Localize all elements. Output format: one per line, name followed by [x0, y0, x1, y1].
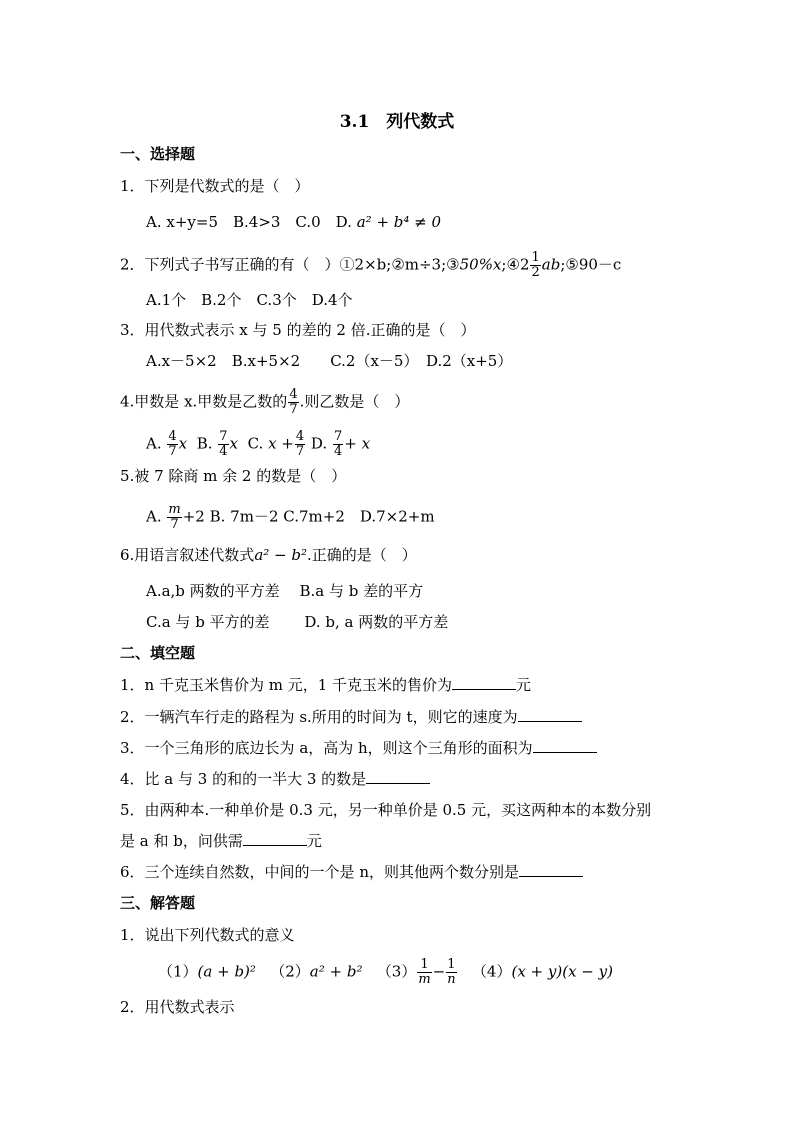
stem-text: .则乙数是（ ）	[299, 392, 410, 411]
math-expression: (x + y)(x − y)	[511, 962, 613, 981]
fraction	[295, 430, 305, 459]
question-text: 4．比 a 与 3 的和的一半大 3 的数是	[120, 770, 367, 788]
question-1-5-stem: 5.被 7 除商 m 余 2 的数是（ ）	[120, 467, 347, 485]
question-text: 是 a 和 b，问供需	[120, 832, 243, 850]
question-1-2-options: A.1个 B.2个 C.3个 D.4个	[146, 291, 353, 309]
stem-text: ;④	[501, 255, 520, 274]
mixed-number-whole: 2	[519, 255, 530, 274]
fraction	[333, 430, 343, 459]
stem-text: .正确的是（ ）	[307, 546, 417, 564]
question-3-1-expressions	[158, 958, 613, 987]
question-2-6	[120, 862, 583, 882]
numerator: 4	[289, 387, 298, 402]
question-2-1	[120, 675, 531, 695]
math-expression: 50%x	[459, 255, 502, 274]
math-expression: a² + b⁴ ≠ 0	[356, 213, 442, 231]
stem-text: ;⑤90－c	[560, 255, 622, 274]
question-text: 元	[516, 676, 532, 694]
question-1-1-stem: 1．下列是代数式的是（ ）	[120, 177, 310, 195]
question-2-5-line-1: 5．由两种本.一种单价是 0.3 元，另一种单价是 0.5 元，买这两种本的本数分别	[120, 801, 652, 819]
answer-blank	[519, 862, 583, 877]
question-1-4-stem	[120, 388, 409, 417]
section-heading-answer: 三、解答题	[120, 894, 196, 912]
numerator: 4	[168, 429, 177, 444]
answer-blank	[243, 831, 307, 846]
option-label: B.	[196, 434, 213, 453]
option-text: B. 7m－2	[209, 507, 279, 526]
question-text: 1．n 千克玉米售价为 m 元，1 千克玉米的售价为	[120, 676, 453, 694]
fraction	[167, 503, 181, 532]
question-3-2-stem: 2．用代数式表示	[120, 998, 235, 1016]
numerator: m	[168, 502, 181, 517]
item-label: （1）	[158, 962, 198, 981]
page-title: 3.1 列代数式	[339, 112, 455, 132]
options-text: A. x+y=5 B.4>3 C.0 D.	[146, 213, 352, 231]
numerator: 1	[531, 250, 540, 265]
math-expression: + x	[344, 434, 371, 453]
denominator: 4	[333, 444, 343, 459]
numerator: 1	[417, 958, 431, 973]
math-expression: ab	[541, 255, 561, 274]
question-1-4-options	[146, 430, 370, 459]
question-text: 6．三个连续自然数，中间的一个是 n，则其他两个数分别是	[120, 863, 519, 881]
question-1-3-options: A.x－5×2 B.x+5×2 C.2（x－5） D.2（x+5）	[146, 352, 513, 370]
section-heading-fill: 二、填空题	[120, 644, 196, 662]
stem-text: 6.用语言叙述代数式	[120, 546, 255, 564]
numerator: 7	[219, 429, 228, 444]
variable: x	[229, 434, 239, 453]
item-label: （2）	[270, 962, 310, 981]
math-expression: a² + b²	[309, 962, 363, 981]
question-text: 2．一辆汽车行走的路程为 s.所用的时间为 t，则它的速度为	[120, 708, 518, 726]
denominator: 7	[170, 517, 179, 532]
question-1-6-options-cd: C.a 与 b 平方的差 D. b, a 两数的平方差	[146, 613, 449, 631]
option-label: C.	[247, 434, 264, 453]
question-1-3-stem: 3．用代数式表示 x 与 5 的差的 2 倍.正确的是（ ）	[120, 321, 476, 339]
fraction	[218, 430, 228, 459]
option-text: C.7m+2 D.7×2+m	[283, 507, 435, 526]
denominator: 7	[295, 444, 305, 459]
minus-sign: −	[432, 962, 446, 981]
math-expression: a² − b²	[254, 546, 307, 564]
item-label: （4）	[471, 962, 512, 981]
fraction	[167, 430, 177, 459]
answer-blank	[366, 769, 430, 784]
fraction	[417, 958, 431, 987]
option-label: D.	[310, 434, 328, 453]
math-expression: x +	[268, 434, 294, 453]
question-1-2-stem	[120, 251, 621, 280]
fraction	[288, 388, 298, 417]
fraction	[530, 251, 540, 280]
numerator: 4	[295, 429, 305, 444]
denominator: 4	[219, 444, 228, 459]
option-text: +2	[182, 507, 205, 526]
question-1-1-options	[146, 212, 441, 232]
question-2-2	[120, 707, 582, 727]
question-1-5-options	[146, 503, 435, 532]
question-1-6-stem	[120, 545, 417, 565]
item-label: （3）	[376, 962, 417, 981]
question-text: 3．一个三角形的底边长为 a，高为 h，则这个三角形的面积为	[120, 739, 533, 757]
denominator: 2	[531, 265, 540, 280]
question-2-5-line-2	[120, 831, 322, 851]
answer-blank	[533, 738, 597, 753]
numerator: 7	[333, 429, 343, 444]
stem-text: 2．下列式子书写正确的有（ ）①2×b;②m÷3;③	[120, 255, 460, 274]
answer-blank	[452, 675, 516, 690]
question-text: 元	[306, 832, 322, 850]
option-label: A.	[146, 507, 162, 526]
denominator: 7	[168, 444, 177, 459]
denominator: m	[418, 972, 431, 987]
denominator: n	[447, 972, 456, 987]
denominator: 7	[289, 402, 298, 417]
question-3-1-stem: 1．说出下列代数式的意义	[120, 926, 295, 944]
option-label: A.	[146, 434, 162, 453]
math-expression: (a + b)²	[197, 962, 256, 981]
fraction	[446, 958, 456, 987]
answer-blank	[518, 707, 582, 722]
numerator: 1	[447, 957, 456, 972]
question-2-3	[120, 738, 597, 758]
stem-text: 4.甲数是 x.甲数是乙数的	[120, 392, 288, 411]
question-2-4	[120, 769, 430, 789]
variable: x	[178, 434, 188, 453]
question-1-6-options-ab: A.a,b 两数的平方差 B.a 与 b 差的平方	[146, 582, 424, 600]
section-heading-choice: 一、选择题	[120, 145, 196, 163]
